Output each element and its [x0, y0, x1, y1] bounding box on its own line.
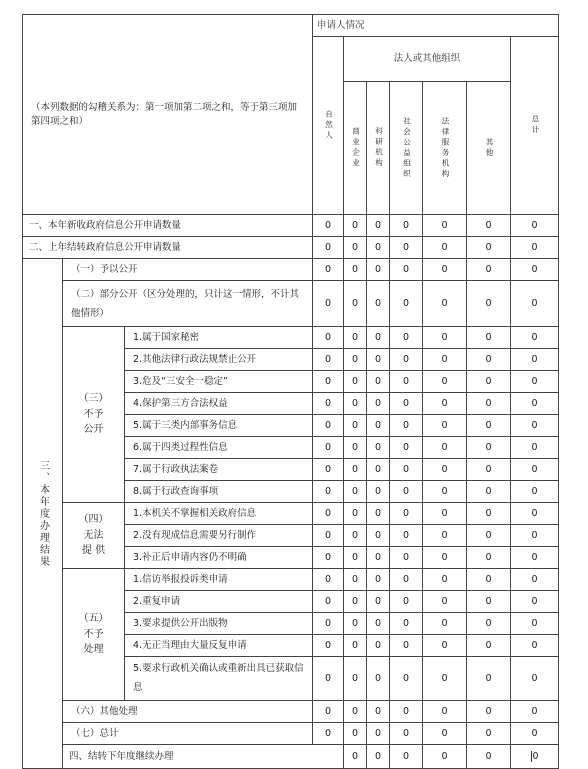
value-cell: 0	[313, 459, 344, 481]
value-cell: 0	[423, 569, 467, 591]
value-cell: 0	[423, 701, 467, 723]
value-cell: 0	[467, 349, 511, 371]
value-cell: 0	[313, 701, 344, 723]
value-cell: 0	[423, 437, 467, 459]
value-cell: 0	[467, 723, 511, 745]
value-cell: 0	[367, 281, 390, 327]
value-cell: 0	[423, 723, 467, 745]
value-cell: 0	[423, 481, 467, 503]
value-cell: 0	[467, 371, 511, 393]
value-cell: 0	[367, 613, 390, 635]
value-cell: 0	[367, 503, 390, 525]
value-cell: 0	[467, 745, 511, 769]
subgroup-unable-provide: （四） 无法 提 供	[63, 503, 125, 569]
header-legal-person: 法人或其他组织	[344, 37, 511, 82]
table-row: 一、本年新收政府信息公开申请数量 0 0 0 0 0 0 0	[23, 215, 559, 237]
header-commercial: 商业企业	[344, 82, 367, 215]
value-cell: 0	[511, 437, 559, 459]
header-research: 科研机构	[367, 82, 390, 215]
value-cell: 0	[390, 437, 423, 459]
value-cell: 0	[344, 701, 367, 723]
table-row: （六）其他处理 0 0 0 0 0 0 0	[23, 701, 559, 723]
value-cell: 0	[344, 349, 367, 371]
value-cell: 0	[511, 259, 559, 281]
value-cell: 0	[511, 569, 559, 591]
value-cell: 0	[344, 613, 367, 635]
value-cell: 0	[344, 237, 367, 259]
value-cell: 0	[423, 215, 467, 237]
value-cell: 0	[313, 437, 344, 459]
value-cell: 0	[367, 481, 390, 503]
value-cell: 0	[313, 481, 344, 503]
header-total: 总计	[511, 37, 559, 215]
table-row: 三、本年度办理结果 （一）予以公开 0 0 0 0 0 0 0	[23, 259, 559, 281]
value-cell: 0	[511, 281, 559, 327]
value-cell: 0	[313, 503, 344, 525]
value-cell: 0	[511, 371, 559, 393]
value-cell: 0	[511, 481, 559, 503]
value-cell: 0	[467, 237, 511, 259]
value-cell: 0	[423, 745, 467, 769]
value-cell: 0	[344, 393, 367, 415]
value-cell: 0	[511, 525, 559, 547]
value-cell: 0	[511, 327, 559, 349]
value-cell: 0	[344, 635, 367, 657]
value-cell: 0	[511, 459, 559, 481]
header-social: 社会公益组织	[390, 82, 423, 215]
table-row: （三） 不予 公开 1.属于国家秘密 0 0 0 0 0 0 0	[23, 327, 559, 349]
value-cell: 0	[423, 393, 467, 415]
value-cell: 0	[313, 371, 344, 393]
header-note: （本列数据的勾稽关系为：第一项加第二项之和，等于第三项加第四项之和）	[23, 15, 313, 215]
value-cell: 0	[367, 723, 390, 745]
value-cell: 0	[390, 569, 423, 591]
value-cell: 0	[423, 525, 467, 547]
value-cell: 0	[367, 415, 390, 437]
group-results: 三、本年度办理结果	[23, 259, 63, 769]
value-cell: 0	[344, 481, 367, 503]
value-cell: 0	[313, 613, 344, 635]
value-cell: 0	[313, 349, 344, 371]
value-cell: 0	[367, 547, 390, 569]
value-cell: 0	[467, 437, 511, 459]
value-cell: 0	[344, 415, 367, 437]
value-cell: 0	[344, 525, 367, 547]
value-cell: 0	[511, 591, 559, 613]
value-cell: 0	[467, 613, 511, 635]
value-cell: 0	[390, 415, 423, 437]
value-cell: 0	[390, 371, 423, 393]
disclosure-table	[22, 14, 559, 769]
value-cell: 0	[511, 723, 559, 745]
value-cell: 0	[467, 657, 511, 701]
value-cell: 0	[467, 393, 511, 415]
value-cell: 0	[390, 259, 423, 281]
header-natural-person: 自然人	[313, 37, 344, 215]
value-cell: 0	[313, 415, 344, 437]
value-cell: 0	[511, 393, 559, 415]
value-cell: 0	[367, 525, 390, 547]
value-cell: 0	[467, 591, 511, 613]
value-cell: 0	[390, 503, 423, 525]
active-cell[interactable]: 0	[511, 745, 559, 769]
value-cell: 0	[367, 371, 390, 393]
value-cell: 0	[467, 481, 511, 503]
value-cell: 0	[511, 657, 559, 701]
value-cell: 0	[467, 281, 511, 327]
report-sheet	[22, 14, 559, 769]
table-row: 5.属于三类内部事务信息 0 0 0 0 0 0 0	[23, 415, 559, 437]
value-cell: 0	[367, 215, 390, 237]
value-cell: 0	[423, 415, 467, 437]
value-cell: 0	[467, 327, 511, 349]
table-row: 8.属于行政查询事项 0 0 0 0 0 0 0	[23, 481, 559, 503]
value-cell: 0	[423, 635, 467, 657]
value-cell: 0	[313, 393, 344, 415]
table-row: （七）总计 0 0 0 0 0 0 0	[23, 723, 559, 745]
value-cell: 0	[423, 657, 467, 701]
value-cell: 0	[344, 657, 367, 701]
value-cell: 0	[344, 745, 367, 769]
value-cell: 0	[423, 259, 467, 281]
value-cell: 0	[313, 281, 344, 327]
value-cell: 0	[313, 591, 344, 613]
value-cell: 0	[423, 371, 467, 393]
value-cell: 0	[344, 459, 367, 481]
value-cell: 0	[313, 547, 344, 569]
value-cell: 0	[467, 525, 511, 547]
value-cell: 0	[467, 701, 511, 723]
value-cell: 0	[367, 437, 390, 459]
value-cell: 0	[390, 349, 423, 371]
value-cell: 0	[367, 393, 390, 415]
value-cell: 0	[390, 613, 423, 635]
table-row: 3.要求提供公开出版物 0 0 0 0 0 0 0	[23, 613, 559, 635]
table-row: 6.属于四类过程性信息 0 0 0 0 0 0 0	[23, 437, 559, 459]
value-cell: 0	[467, 259, 511, 281]
value-cell: 0	[344, 259, 367, 281]
value-cell: 0	[390, 723, 423, 745]
value-cell: 0	[511, 635, 559, 657]
value-cell: 0	[511, 503, 559, 525]
value-cell: 0	[367, 591, 390, 613]
header-other: 其他	[467, 82, 511, 215]
value-cell: 0	[344, 215, 367, 237]
value-cell: 0	[390, 745, 423, 769]
table-row: 二、上年结转政府信息公开申请数量 0 0 0 0 0 0 0	[23, 237, 559, 259]
value-cell: 0	[313, 657, 344, 701]
value-cell: 0	[511, 237, 559, 259]
value-cell: 0	[344, 503, 367, 525]
subgroup-not-processed: （五） 不予 处理	[63, 569, 125, 701]
value-cell: 0	[344, 327, 367, 349]
table-row: 3.补正后申请内容仍不明确 0 0 0 0 0 0 0	[23, 547, 559, 569]
value-cell: 0	[344, 437, 367, 459]
value-cell: 0	[313, 259, 344, 281]
value-cell: 0	[313, 569, 344, 591]
value-cell: 0	[344, 591, 367, 613]
value-cell: 0	[390, 591, 423, 613]
value-cell: 0	[390, 327, 423, 349]
value-cell: 0	[511, 415, 559, 437]
value-cell: 0	[390, 525, 423, 547]
value-cell: 0	[423, 503, 467, 525]
header-legal-service: 法律服务机构	[423, 82, 467, 215]
table-row: 4.保护第三方合法权益 0 0 0 0 0 0 0	[23, 393, 559, 415]
value-cell: 0	[367, 569, 390, 591]
table-row: （四） 无法 提 供 1.本机关不掌握相关政府信息 0 0 0 0 0 0 0	[23, 503, 559, 525]
value-cell: 0	[367, 237, 390, 259]
value-cell: 0	[423, 327, 467, 349]
value-cell: 0	[511, 349, 559, 371]
value-cell: 0	[390, 481, 423, 503]
value-cell: 0	[390, 701, 423, 723]
value-cell: 0	[511, 701, 559, 723]
header-applicant: 申请人情况	[313, 15, 559, 37]
value-cell: 0	[423, 547, 467, 569]
value-cell: 0	[467, 503, 511, 525]
value-cell: 0	[467, 635, 511, 657]
table-row: 5.要求行政机关确认或重新出具已获取信息 0 0 0 0 0 0 0	[23, 657, 559, 701]
value-cell: 0	[511, 215, 559, 237]
table-row: 3.危及“三安全一稳定” 0 0 0 0 0 0 0	[23, 371, 559, 393]
table-row: 四、结转下年度继续办理 0 0 0 0 0 0	[23, 745, 559, 769]
value-cell: 0	[467, 459, 511, 481]
value-cell: 0	[367, 459, 390, 481]
value-cell: 0	[313, 215, 344, 237]
table-row: 7.属于行政执法案卷 0 0 0 0 0 0 0	[23, 459, 559, 481]
value-cell: 0	[390, 393, 423, 415]
value-cell: 0	[390, 281, 423, 327]
subgroup-not-disclosed: （三） 不予 公开	[63, 327, 125, 503]
value-cell: 0	[367, 701, 390, 723]
value-cell: 0	[390, 547, 423, 569]
table-row: 4.无正当理由大量反复申请 0 0 0 0 0 0 0	[23, 635, 559, 657]
table-row: 2.重复申请 0 0 0 0 0 0 0	[23, 591, 559, 613]
value-cell: 0	[344, 281, 367, 327]
value-cell: 0	[390, 237, 423, 259]
value-cell: 0	[313, 327, 344, 349]
value-cell: 0	[467, 415, 511, 437]
value-cell: 0	[344, 371, 367, 393]
value-cell: 0	[390, 215, 423, 237]
value-cell: 0	[423, 237, 467, 259]
value-cell: 0	[367, 745, 390, 769]
value-cell: 0	[423, 613, 467, 635]
value-cell: 0	[467, 569, 511, 591]
value-cell: 0	[313, 525, 344, 547]
value-cell: 0	[367, 657, 390, 701]
value-cell: 0	[344, 547, 367, 569]
value-cell: 0	[344, 723, 367, 745]
value-cell: 0	[367, 349, 390, 371]
value-cell: 0	[367, 327, 390, 349]
value-cell: 0	[313, 237, 344, 259]
value-cell: 0	[367, 259, 390, 281]
table-row: （五） 不予 处理 1.信访举报投诉类申请 0 0 0 0 0 0 0	[23, 569, 559, 591]
value-cell: 0	[367, 635, 390, 657]
value-cell: 0	[313, 635, 344, 657]
value-cell: 0	[390, 635, 423, 657]
value-cell: 0	[467, 215, 511, 237]
value-cell: 0	[344, 569, 367, 591]
value-cell: 0	[511, 547, 559, 569]
table-row: （二）部分公开（区分处理的，只计这一情形，不计其他情形） 0 0 0 0 0 0 0	[23, 281, 559, 327]
table-row: 2.没有现成信息需要另行制作 0 0 0 0 0 0 0	[23, 525, 559, 547]
value-cell: 0	[313, 723, 344, 745]
value-cell: 0	[390, 657, 423, 701]
value-cell: 0	[423, 591, 467, 613]
value-cell: 0	[467, 547, 511, 569]
value-cell: 0	[423, 281, 467, 327]
value-cell: 0	[423, 349, 467, 371]
value-cell: 0	[390, 459, 423, 481]
value-cell: 0	[511, 613, 559, 635]
value-cell: 0	[423, 459, 467, 481]
table-row: 2.其他法律行政法规禁止公开 0 0 0 0 0 0 0	[23, 349, 559, 371]
